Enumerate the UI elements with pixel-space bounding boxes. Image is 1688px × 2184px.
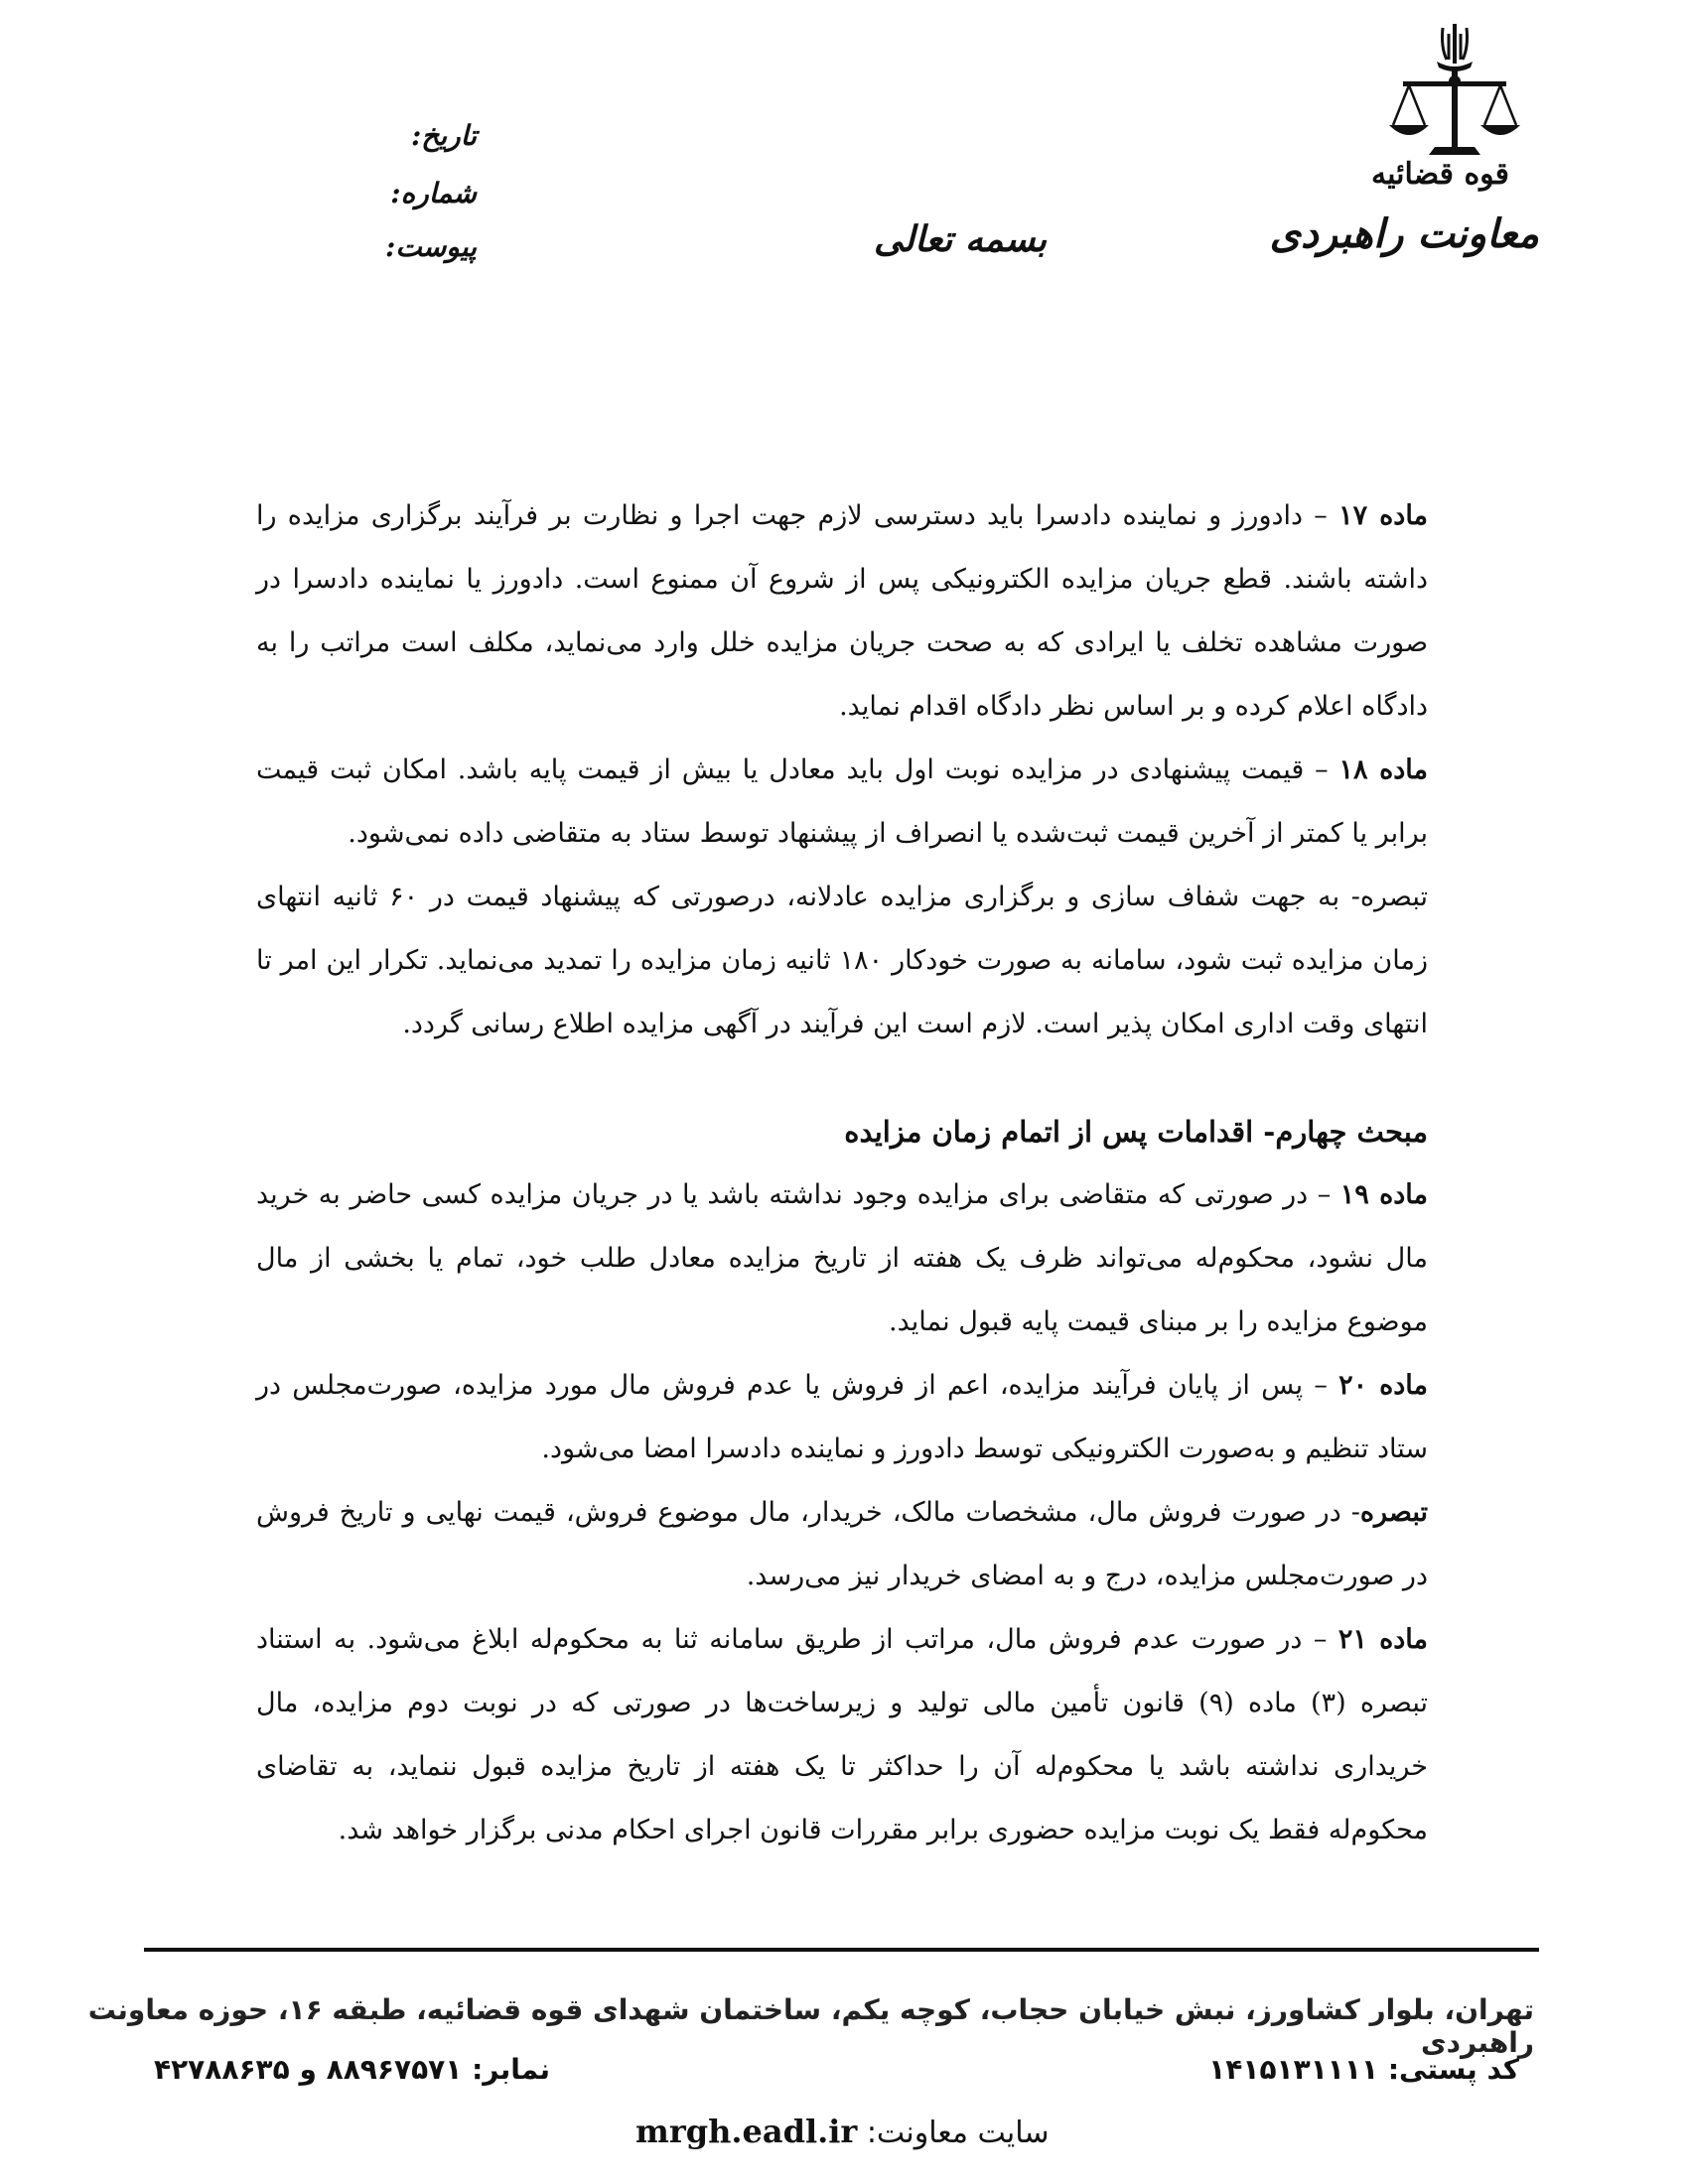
article-title: ماده ۱۷ [1338, 500, 1429, 531]
website-label: سایت معاونت: [866, 2116, 1050, 2150]
article-19 [256, 1163, 1428, 1354]
department-name: معاونت راهبردی [1269, 210, 1539, 257]
article-text: – قیمت پیشنهادی در مزایده نوبت اول باید معادل یا بیش از قیمت پایه باشد. امکان ثبت قیمت برابر یا کمتر از آخرین قیمت ثبت‌شده یا انصراف از پیشنهاد توسط ستاد به متقاضی داده نمی‌شود. [256, 754, 1428, 849]
article-text: – دادورز و نماینده دادسرا باید دسترسی لازم جهت اجرا و نظارت بر فرآیند برگزاری مزایده را داشته باشند. قطع جریان مزایده الکترونیکی پس از شروع آن ممنوع است. دادورز یا نماینده دادسرا در صورت مشاهده تخلف یا ایرادی که به صحت جریان مزایده خلل وارد می‌نماید، مکلف است مراتب را به دادگاه اعلام کرده و بر اساس نظر دادگاه اقدام نماید. [256, 500, 1428, 722]
website-line [635, 2113, 1050, 2150]
date-label: تاریخ: [410, 119, 477, 152]
attachment-label: پیوست: [385, 230, 477, 263]
article-title: ماده ۲۱ [1337, 1624, 1428, 1655]
note-text: - در صورت فروش مال، مشخصات مالک، خریدار، مال موضوع فروش، قیمت نهایی و تاریخ فروش در صورت‌مجلس مزایده، درج و به امضای خریدار نیز می‌رسد. [256, 1497, 1428, 1591]
fax-number: نمابر: ۸۸۹۶۷۵۷۱ و ۴۲۷۸۸۶۳۵ [154, 2053, 551, 2086]
section-heading: مبحث چهارم- اقدامات پس از اتمام زمان مزایده [844, 1115, 1428, 1149]
article-title: ماده ۱۹ [1339, 1179, 1428, 1210]
organization-name: قوه قضائیه [1371, 157, 1509, 192]
article-text: – در صورت عدم فروش مال، مراتب از طریق سامانه ثنا به محکوم‌له ابلاغ می‌شود. به استناد تبصره (۳) ماده (۹) قانون تأمین مالی تولید و زیرساخت‌ها در صورتی که در نوبت دوم مزایده، مال خریداری نداشته باشد یا محکوم‌له آن را حداکثر تا یک هفته از تاریخ مزایده قبول ننماید، به تقاضای محکوم‌له فقط یک نوبت مزایده حضوری برابر مقررات قانون اجرای احکام مدنی برگزار خواهد شد. [256, 1624, 1428, 1845]
article-text: – پس از پایان فرآیند مزایده، اعم از فروش یا عدم فروش مال مورد مزایده، صورت‌مجلس در ستاد تنظیم و به‌صورت الکترونیکی توسط دادورز و نماینده دادسرا امضا می‌شود. [256, 1370, 1428, 1464]
document-body [256, 484, 1428, 1862]
article-21 [256, 1608, 1428, 1862]
judiciary-emblem-icon [1385, 20, 1524, 169]
bismillah-heading: بسمه تعالی [874, 218, 1048, 260]
article-title: ماده ۱۸ [1338, 754, 1428, 785]
website-link[interactable]: mrgh.eadl.ir [635, 2113, 858, 2150]
note-18: تبصره- به جهت شفاف سازی و برگزاری مزایده عادلانه، درصورتی که پیشنهاد قیمت در ۶۰ ثانیه انتهای زمان مزایده ثبت شود، سامانه به صورت خودکار ۱۸۰ ثانیه زمان مزایده را تمدید می‌نماید. تکرار این امر تا انتهای وقت اداری امکان پذیر است. لازم است این فرآیند در آگهی مزایده اطلاع رسانی گردد. [256, 882, 1428, 1039]
article-text: – در صورتی که متقاضی برای مزایده وجود نداشته باشد یا در جریان مزایده کسی حاضر به خرید مال نشود، محکوم‌له می‌تواند ظرف یک هفته از تاریخ مزایده معادل طلب خود، تمام یا بخشی از مال موضوع مزایده را بر مبنای قیمت پایه قبول نماید. [256, 1179, 1428, 1337]
note-title: تبصره [1359, 1497, 1428, 1528]
footer-divider [144, 1948, 1539, 1952]
footer-address: تهران، بلوار کشاورز، نبش خیابان حجاب، کوچه یکم، ساختمان شهدای قوه قضائیه، طبقه ۱۶، حوزه معاونت راهبردی [87, 1993, 1534, 2059]
article-17 [256, 484, 1428, 739]
postal-code: کد پستی: ۱۴۱۵۱۳۱۱۱۱ [1208, 2053, 1519, 2086]
number-label: شماره: [390, 177, 477, 209]
article-title: ماده ۲۰ [1338, 1370, 1428, 1401]
article-18 [256, 739, 1428, 866]
note-20 [256, 1481, 1428, 1608]
article-20 [256, 1354, 1428, 1481]
